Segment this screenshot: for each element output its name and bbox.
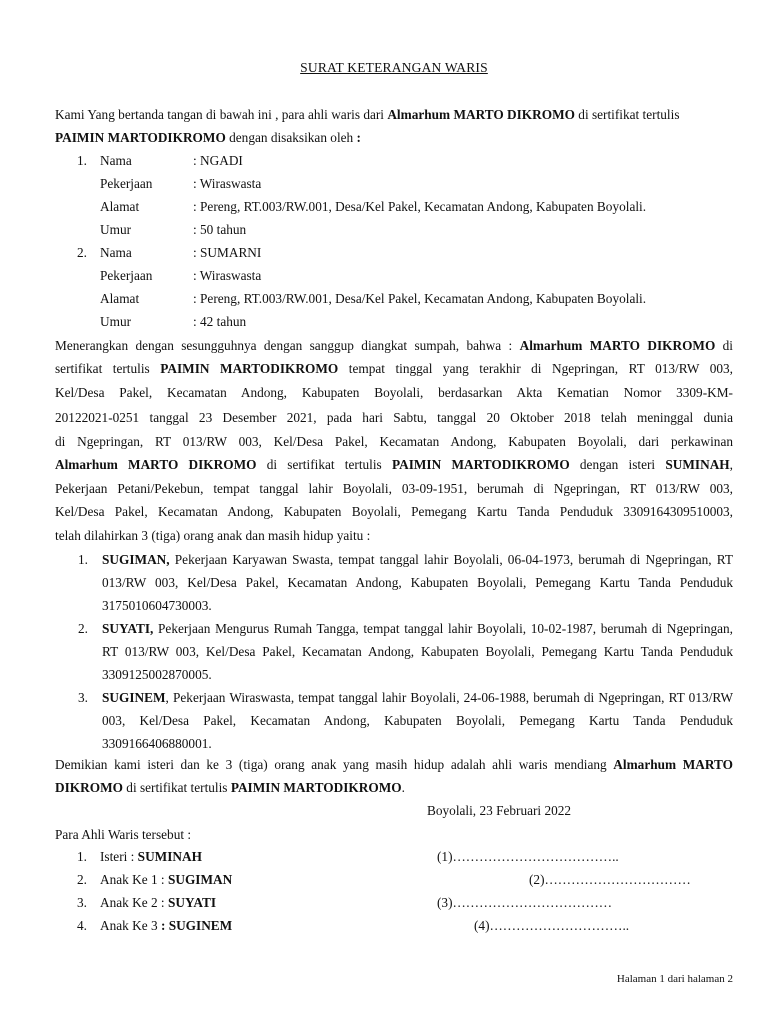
signature-line: (4)………………………….. — [474, 918, 630, 933]
heir-name: : SUGINEM — [160, 918, 233, 933]
intro-text: di sertifikat tertulis — [574, 107, 680, 122]
child-paragraph — [102, 548, 733, 617]
field-label-umur: Umur — [100, 314, 132, 329]
statement-text: Menerangkan dengan sesungguhnya dengan sanggup diangkat sumpah, bahwa : — [55, 338, 520, 353]
statement-line-3: Kel/Desa Pakel, Kecamatan Andong, Kabupaten Boyolali, berdasarkan Akta Kematian Nomor 3309-KM- — [55, 385, 733, 400]
statement-text: di — [715, 338, 734, 353]
certificate-name: PAIMIN MARTODIKROMO — [55, 130, 226, 145]
field-value-nama: : SUMARNI — [193, 245, 262, 260]
field-value-umur: : 42 tahun — [193, 314, 247, 329]
heir-name: SUGIMAN — [167, 872, 233, 887]
field-value-umur: : 50 tahun — [193, 222, 247, 237]
statement-line-8: Kel/Desa Pakel, Kecamatan Andong, Kabupaten Boyolali, Pemegang Kartu Tanda Penduduk 3309164309510003, — [55, 504, 733, 519]
signature-line: (3)……………………………… — [437, 895, 613, 910]
heir-name: SUMINAH — [137, 849, 202, 864]
heir-role: Anak Ke 2 : — [100, 895, 168, 910]
statement-line-6 — [55, 456, 733, 474]
heir-label — [100, 872, 232, 888]
intro-text: Kami Yang bertanda tangan di bawah ini , para ahli waris dari — [55, 107, 388, 122]
statement-text: dengan isteri — [569, 457, 666, 472]
statement-text: sertifikat tertulis — [55, 361, 161, 376]
field-label-pekerjaan: Pekerjaan — [100, 176, 153, 191]
field-value-alamat: : Pereng, RT.003/RW.001, Desa/Kel Pakel, Kecamatan Andong, Kabupaten Boyolali. — [193, 291, 647, 306]
closing-text: Demikian kami isteri dan ke 3 (tiga) orang anak yang masih hidup adalah ahli waris mendiang — [55, 757, 614, 772]
closing-text: di sertifikat tertulis — [122, 780, 231, 795]
deceased-name: Almarhum MARTO DIKROMO — [387, 107, 575, 122]
intro-line-1 — [55, 106, 680, 124]
witness-number: 1. — [77, 153, 87, 168]
child-details: , Pekerjaan Wiraswasta, tempat tanggal lahir Boyolali, 24-06-1988, berumah di Ngepringan, RT 013/RW 003, Kel/Desa Pakel, Kecamatan Andong, Kabupaten Boyolali, Pemegang Kartu Tanda Penduduk 3309166406880001. — [102, 690, 733, 751]
field-label-pekerjaan: Pekerjaan — [100, 268, 153, 283]
child-name: SUGIMAN, — [102, 552, 170, 567]
deceased-name: DIKROMO — [55, 780, 123, 795]
statement-text: di sertifikat tertulis — [256, 457, 392, 472]
deceased-name: Almarhum MARTO DIKROMO — [55, 457, 257, 472]
child-number: 2. — [78, 621, 88, 636]
signature-line: (2)…………………………… — [529, 872, 691, 887]
place-date: Boyolali, 23 Februari 2022 — [427, 803, 572, 818]
statement-line-7: Pekerjaan Petani/Pekebun, tempat tanggal lahir Boyolali, 03-09-1951, berumah di Ngepringan, RT 013/RW 003, — [55, 481, 733, 496]
certificate-name: PAIMIN MARTODIKROMO — [160, 361, 339, 376]
heir-number: 2. — [77, 872, 87, 887]
heir-name: SUYATI — [167, 895, 216, 910]
heir-role: Anak Ke 1 : — [100, 872, 168, 887]
certificate-name: PAIMIN MARTODIKROMO — [230, 780, 402, 795]
field-label-nama: Nama — [100, 153, 132, 168]
witness-number: 2. — [77, 245, 87, 260]
closing-line-2 — [55, 779, 405, 797]
intro-text: dengan disaksikan oleh — [225, 130, 357, 145]
document-title: SURAT KETERANGAN WARIS — [300, 60, 488, 75]
child-name: SUGINEM — [102, 690, 166, 705]
intro-colon: : — [356, 130, 361, 145]
deceased-name: Almarhum MARTO DIKROMO — [519, 338, 716, 353]
field-value-alamat: : Pereng, RT.003/RW.001, Desa/Kel Pakel, Kecamatan Andong, Kabupaten Boyolali. — [193, 199, 647, 214]
page-footer: Halaman 1 dari halaman 2 — [616, 973, 733, 985]
heir-role: Anak Ke 3 — [100, 918, 161, 933]
child-paragraph — [102, 617, 733, 686]
statement-text: tempat tinggal yang terakhir di Ngepringan, RT 013/RW 003, — [338, 361, 733, 376]
child-number: 1. — [78, 552, 88, 567]
field-value-pekerjaan: : Wiraswasta — [193, 268, 262, 283]
heir-role: Isteri : — [100, 849, 138, 864]
statement-text: , — [729, 457, 733, 472]
statement-line-5: di Ngepringan, RT 013/RW 003, Kel/Desa Pakel, Kecamatan Andong, Kabupaten Boyolali, dari perkawinan — [55, 434, 733, 449]
child-name: SUYATI, — [102, 621, 154, 636]
heir-number: 4. — [77, 918, 87, 933]
field-value-nama: : NGADI — [193, 153, 243, 168]
child-paragraph — [102, 686, 733, 755]
field-label-umur: Umur — [100, 222, 132, 237]
field-label-alamat: Alamat — [100, 291, 140, 306]
wife-name: SUMINAH — [665, 457, 730, 472]
statement-line-9: telah dilahirkan 3 (tiga) orang anak dan masih hidup yaitu : — [55, 528, 371, 543]
heir-label — [100, 895, 216, 911]
heir-label — [100, 849, 202, 865]
deceased-name: Almarhum MARTO — [613, 757, 733, 772]
field-value-pekerjaan: : Wiraswasta — [193, 176, 262, 191]
signature-line: (1)……………………………….. — [437, 849, 619, 864]
field-label-alamat: Alamat — [100, 199, 140, 214]
heirs-intro: Para Ahli Waris tersebut : — [55, 827, 192, 842]
heir-label — [100, 918, 232, 934]
field-label-nama: Nama — [100, 245, 132, 260]
child-number: 3. — [78, 690, 88, 705]
heir-number: 3. — [77, 895, 87, 910]
closing-text: . — [401, 780, 405, 795]
child-details: Pekerjaan Mengurus Rumah Tangga, tempat tanggal lahir Boyolali, 10-02-1987, berumah di Ngepringan, RT 013/RW 003, Kel/Desa Pakel, Kecamatan Andong, Kabupaten Boyolali, Pemegang Kartu Tanda Penduduk 3309125002870005. — [102, 621, 733, 682]
heir-number: 1. — [77, 849, 87, 864]
certificate-name: PAIMIN MARTODIKROMO — [391, 457, 570, 472]
statement-line-2 — [55, 360, 733, 378]
statement-line-4: 20122021-0251 tanggal 23 Desember 2021, pada hari Sabtu, tanggal 20 Oktober 2018 telah meninggal dunia — [55, 410, 733, 425]
closing-line-1 — [55, 756, 733, 774]
intro-line-2 — [55, 129, 361, 147]
child-details: Pekerjaan Karyawan Swasta, tempat tanggal lahir Boyolali, 06-04-1973, berumah di Ngepringan, RT 013/RW 003, Kel/Desa Pakel, Kecamatan Andong, Kabupaten Boyolali, Pemegang Kartu Tanda Penduduk 3175010604730003. — [102, 552, 733, 613]
statement-line-1 — [55, 337, 733, 355]
